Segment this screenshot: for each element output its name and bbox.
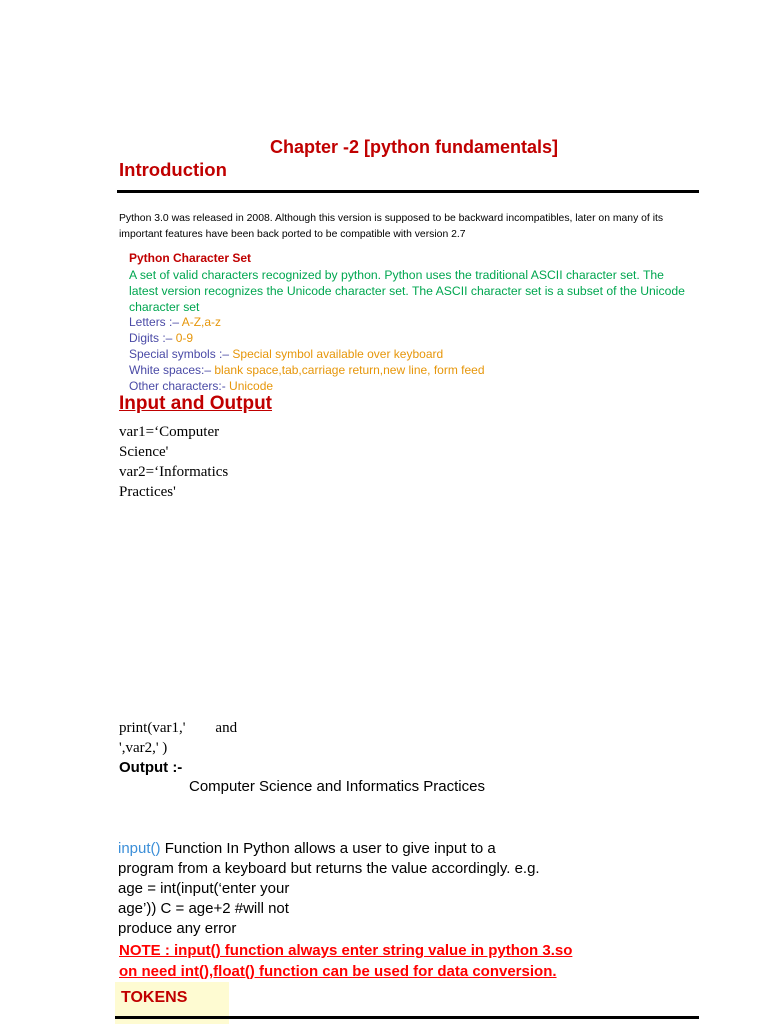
character-set-item xyxy=(129,378,273,394)
code-line: var1=‘Computer xyxy=(119,424,220,440)
chapter-title: Chapter -2 [python fundamentals] xyxy=(269,137,558,157)
note-line: on need int(),float() function can be used for data conversion. xyxy=(119,963,557,980)
input-function-name: input() xyxy=(118,840,161,857)
horizontal-rule xyxy=(115,1016,699,1019)
item-label: Letters :– xyxy=(129,315,182,329)
introduction-text: Python 3.0 was released in 2008. Although this version is supposed to be backward incompatibles, later on many of its important features have been back ported to be compatible with version 2.7 xyxy=(119,213,664,240)
print-statement-line: ',var2,' ) xyxy=(119,740,168,756)
input-paragraph-line: produce any error xyxy=(118,920,237,937)
input-paragraph-line: age = int(input(‘enter your xyxy=(118,880,290,897)
horizontal-rule xyxy=(117,190,699,193)
input-function-paragraph xyxy=(118,839,618,939)
tokens-heading: TOKENS xyxy=(121,989,188,1006)
print-statement-line: print(var1,' and xyxy=(119,720,238,736)
input-paragraph-line: age’)) C = age+2 #will not xyxy=(118,900,289,917)
item-label: Special symbols :– xyxy=(129,347,233,361)
character-set-item xyxy=(129,330,193,346)
note-line: NOTE : input() function always enter string value in python 3.so xyxy=(119,942,573,959)
item-label: White spaces:– xyxy=(129,363,215,377)
character-set-item xyxy=(129,314,221,330)
item-value: Special symbol available over keyboard xyxy=(232,347,444,361)
item-label: Digits :– xyxy=(129,331,176,345)
input-paragraph-line xyxy=(118,839,618,859)
input-text: Function In Python allows a user to give input to a xyxy=(160,840,496,857)
code-line: Science' xyxy=(119,444,169,460)
item-value: Unicode xyxy=(229,379,274,393)
input-output-heading: Input and Output xyxy=(119,393,273,414)
character-set-title: Python Character Set xyxy=(129,251,252,265)
input-paragraph-line: program from a keyboard but returns the value accordingly. e.g. xyxy=(118,860,540,877)
note-block xyxy=(119,940,679,982)
character-set-description: A set of valid characters recognized by python. Python uses the traditional ASCII character set. The latest version recognizes the Unicode character set. The ASCII character set is a subset of the Unicode character set xyxy=(129,268,685,314)
code-line: Practices' xyxy=(119,484,176,500)
item-value: blank space,tab,carriage return,new line, form feed xyxy=(214,363,485,377)
item-value: 0-9 xyxy=(175,331,194,345)
character-set-item xyxy=(129,346,443,362)
output-value: Computer Science and Informatics Practices xyxy=(189,778,485,795)
code-line: var2=‘Informatics xyxy=(119,464,229,480)
item-label: Other characters:- xyxy=(129,379,230,393)
introduction-heading: Introduction xyxy=(119,159,227,180)
item-value: A-Z,a-z xyxy=(181,315,222,329)
output-label: Output :- xyxy=(119,759,183,776)
character-set-item xyxy=(129,362,485,378)
